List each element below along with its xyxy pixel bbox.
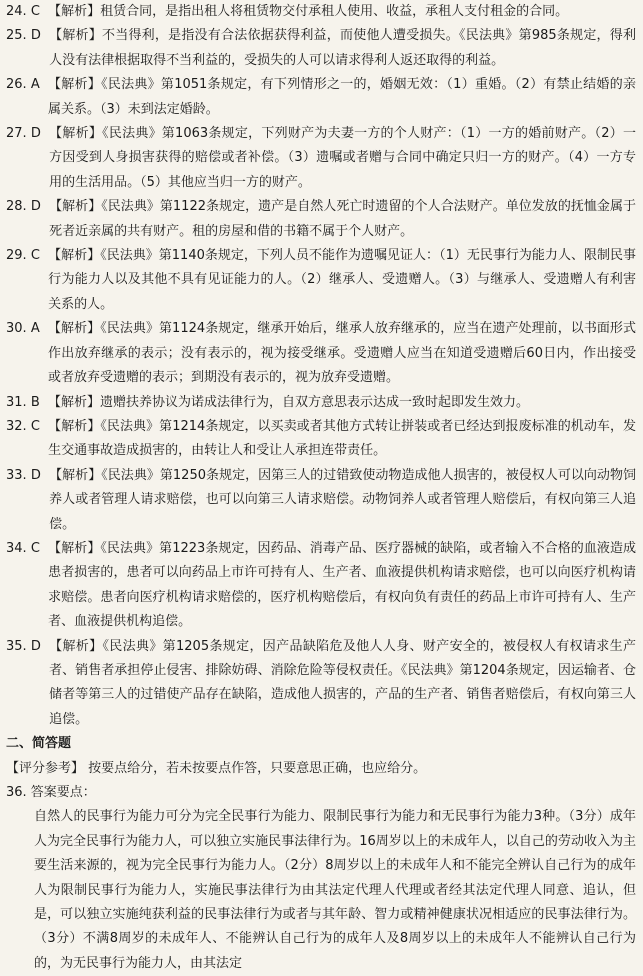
answer-explanation: 【解析】《民法典》第1063条规定，下列财产为夫妻一方的个人财产：（1）一方的婚前财产。（2）一方因受到人身损害获得的赔偿或者补偿。（3）遗嘱或者赠与合同中确定只归一方的财产。（4）一方专用的生活用品。（5）其他应当归一方的财产。 bbox=[49, 126, 636, 190]
answer-item bbox=[6, 73, 636, 122]
answer-number: 33. D bbox=[6, 467, 41, 483]
answer-item bbox=[6, 195, 636, 244]
answer-explanation: 【解析】《民法典》第1223条规定，因药品、消毒产品、医疗器械的缺陷，或者输入不合格的血液造成患者损害的，患者可以向药品上市许可持有人、生产者、血液提供机构请求赔偿，也可以向医疗机构请求赔偿。患者向医疗机构请求赔偿的，医疗机构赔偿后，有权向负有责任的药品上市许可持有人、生产者、血液提供机构追偿。 bbox=[48, 540, 636, 630]
answer-item bbox=[6, 635, 636, 733]
section-heading: 二、简答题 bbox=[6, 736, 72, 752]
answer-item bbox=[6, 317, 636, 390]
answer-item bbox=[6, 537, 636, 635]
answer-number: 26. A bbox=[6, 77, 40, 93]
answer-explanation: 【解析】不当得利，是指没有合法依据获得利益，而使他人遭受损失。《民法典》第985条规定，得利人没有法律根据取得不当利益的，受损失的人可以请求得利人返还取得的利益。 bbox=[49, 28, 636, 68]
answer-explanation: 【解析】《民法典》第1250条规定，因第三人的过错致使动物造成他人损害的，被侵权人可以向动物饲养人或者管理人请求赔偿，也可以向第三人请求赔偿。动物饲养人或者管理人赔偿后，有权向第三人追偿。 bbox=[49, 467, 636, 532]
answer-item bbox=[6, 391, 636, 415]
question-36-answer: 自然人的民事行为能力可分为完全民事行为能力、限制民事行为能力和无民事行为能力3种。（3分）成年人为完全民事行为能力人，可以独立实施民事法律行为。16周岁以上的未成年人，以自己的劳动收入为主要生活来源的，视为完全民事行为能力人。（2分）8周岁以上的未成年人和不能完全辨认自己行为的成年人为限制民事行为能力人，实施民事法律行为由其法定代理人代理或者经其法定代理人同意、追认，但是，可以独立实施纯获利益的民事法律行为或者与其年龄、智力或精神健康状况相适应的民事法律行为。（3分）不满8周岁的未成年人、不能辨认自己行为的成年人及8周岁以上的未成年人不能辨认自己行为的，为无民事行为能力人，由其法定 bbox=[34, 809, 636, 971]
answer-item bbox=[6, 0, 636, 24]
answer-number: 24. C bbox=[6, 4, 40, 19]
answer-explanation: 【解析】《民法典》第1140条规定，下列人员不能作为遗嘱见证人：（1）无民事行为能力人、限制民事行为能力人以及其他不具有见证能力的人。（2）继承人、受遗赠人。（3）与继承人、受遗赠人有利害关系的人。 bbox=[48, 248, 636, 312]
answer-item bbox=[6, 464, 636, 537]
answer-number: 31. B bbox=[6, 394, 40, 410]
answer-number: 32. C bbox=[6, 418, 40, 434]
answer-item bbox=[6, 244, 636, 317]
answer-item bbox=[6, 415, 636, 464]
answer-explanation: 【解析】遗赠扶养协议为诺成法律行为，自双方意思表示达成一致时起即发生效力。 bbox=[48, 394, 530, 410]
answer-number: 34. C bbox=[6, 540, 40, 556]
answer-explanation: 【解析】《民法典》第1122条规定，遗产是自然人死亡时遗留的个人合法财产。单位发放的抚恤金属于死者近亲属的共有财产。租的房屋和借的书籍不属于个人财产。 bbox=[49, 199, 636, 239]
answer-number: 25. D bbox=[6, 28, 41, 44]
answer-page bbox=[6, 0, 636, 976]
scoring-note: 【评分参考】 按要点给分，若未按要点作答，只要意思正确，也应给分。 bbox=[6, 760, 427, 776]
answer-explanation: 【解析】《民法典》第1214条规定，以买卖或者其他方式转让拼装或者已经达到报废标准的机动车，发生交通事故造成损害的，由转让人和受让人承担连带责任。 bbox=[48, 418, 636, 459]
answer-number: 28. D bbox=[6, 199, 41, 215]
answer-item bbox=[6, 24, 636, 73]
answer-number: 29. C bbox=[6, 248, 40, 264]
answer-explanation: 【解析】租赁合同，是指出租人将租赁物交付承租人使用、收益，承租人支付租金的合同。 bbox=[48, 4, 569, 19]
answer-explanation: 【解析】《民法典》第1051条规定，有下列情形之一的，婚姻无效：（1）重婚。（2）有禁止结婚的亲属关系。（3）未到法定婚龄。 bbox=[48, 77, 636, 117]
answer-number: 35. D bbox=[6, 638, 41, 654]
question-36-label: 36. 答案要点： bbox=[6, 785, 96, 800]
answer-list bbox=[6, 0, 636, 732]
answer-number: 27. D bbox=[6, 126, 41, 142]
answer-number: 30. A bbox=[6, 321, 40, 337]
answer-explanation: 【解析】《民法典》第1124条规定，继承开始后，继承人放弃继承的，应当在遗产处理前，以书面形式作出放弃继承的表示；没有表示的，视为接受继承。受遗赠人应当在知道受遗赠后60日内，作出接受或者放弃受遗赠的表示；到期没有表示的，视为放弃受遗赠。 bbox=[48, 321, 636, 386]
answer-item bbox=[6, 122, 636, 195]
answer-explanation: 【解析】《民法典》第1205条规定，因产品缺陷危及他人人身、财产安全的，被侵权人有权请求生产者、销售者承担停止侵害、排除妨碍、消除危险等侵权责任。《民法典》第1204条规定，因运输者、仓储者等第三人的过错使产品存在缺陷，造成他人损害的，产品的生产者、销售者赔偿后，有权向第三人追偿。 bbox=[49, 638, 636, 727]
